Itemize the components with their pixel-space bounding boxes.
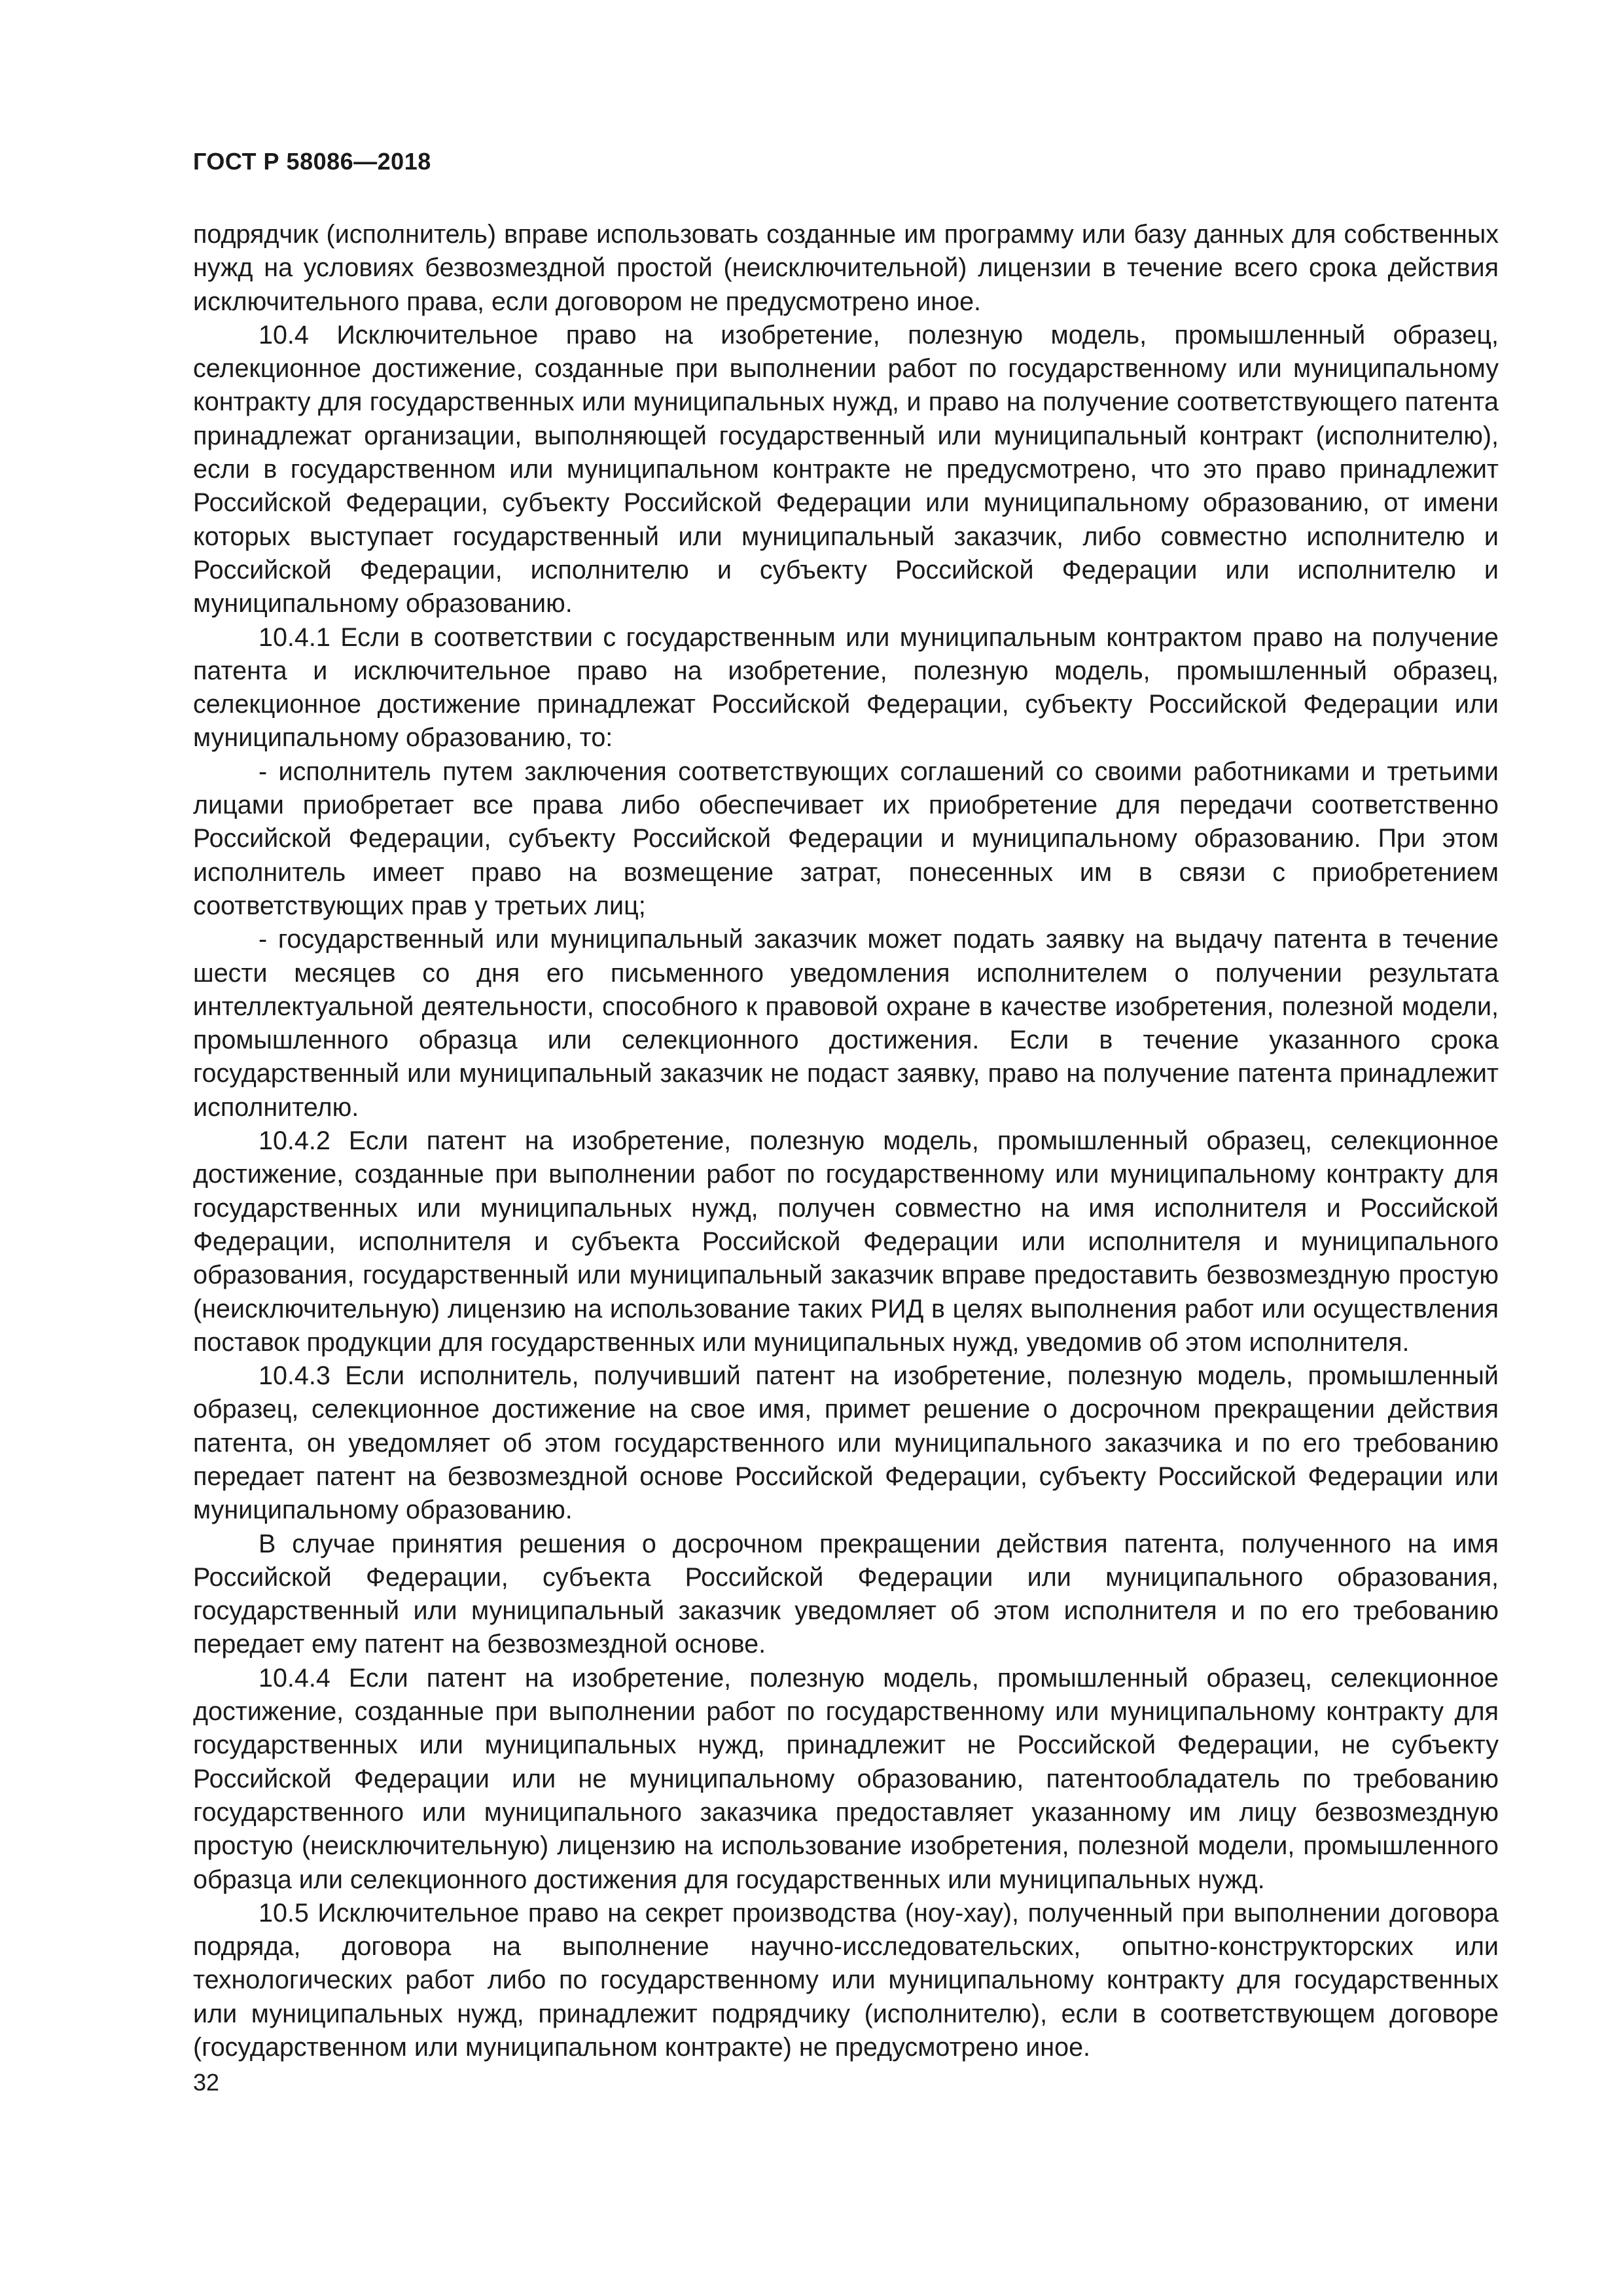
paragraph-10-4-2: 10.4.2 Если патент на изобретение, полезную модель, промышленный образец, селекционное достижение, созданные при выполнении работ по государственному или муниципальному контракту для государственных или муниципальных нужд, получен совместно на имя исполнителя и Российской Федерации, исполнителя и субъекта Российской Федерации или исполнителя и муниципального образования, государственный или муниципальный заказчик вправе предоставить безвозмездную простую (неисключительную) лицензию на использование таких РИД в целях выполнения работ или осуществления поставок продукции для государственных или муниципальных нужд, уведомив об этом исполнителя. [193,1126,1499,1357]
paragraph-10-4: 10.4 Исключительное право на изобретение, полезную модель, промышленный образец, селекционное достижение, созданные при выполнении работ по государственному или муниципальному контракту для государственных или муниципальных нужд, и право на получение соответствующего патента принадлежат организации, выполняющей государственный или муниципальный контракт (исполнителю), если в государственном или муниципальном контракте не предусмотрено, что это право принадлежит Российской Федерации, субъекту Российской Федерации или муниципальному образованию, от имени которых выступает государственный или муниципальный заказчик, либо совместно исполнителю и Российской Федерации, исполнителю и субъекту Российской Федерации или исполнителю и муниципальному образованию. [193,320,1499,619]
paragraph-10-4-1: 10.4.1 Если в соответствии с государственным или муниципальным контрактом право на получение патента и исключительное право на изобретение, полезную модель, промышленный образец, селекционное достижение принадлежат Российской Федерации, субъекту Российской Федерации или муниципальному образованию, то: [193,622,1499,753]
list-item-executor: - исполнитель путем заключения соответствующих соглашений со своими работниками и третьими лицами приобретает все права либо обеспечивает их приобретение для передачи соответственно Российской Федерации, субъекту Российской Федерации и муниципальному образованию. При этом исполнитель имеет право на возмещение затрат, понесенных им в связи с приобретением соответствующих прав у третьих лиц; [193,757,1499,920]
page-number: 32 [193,2069,220,2096]
paragraph-10-4-3: 10.4.3 Если исполнитель, получивший патент на изобретение, полезную модель, промышленный образец, селекционное достижение на свое имя, примет решение о досрочном прекращении действия патента, он уведомляет об этом государственного или муниципального заказчика и по его требованию передает патент на безвозмездной основе Российской Федерации, субъекту Российской Федерации или муниципальному образованию. [193,1361,1499,1525]
document-page [193,147,1499,2176]
paragraph-continuation: подрядчик (исполнитель) вправе использовать созданные им программу или базу данных для собственных нужд на условиях безвозмездной простой (неисключительной) лицензии в течение всего срока действия исключительного права, если договором не предусмотрено иное. [193,220,1499,316]
paragraph-10-4-3-cont: В случае принятия решения о досрочном прекращении действия патента, полученного на имя Российской Федерации, субъекта Российской Федерации или муниципального образования, государственный или муниципальный заказчик уведомляет об этом исполнителя и по его требованию передает ему патент на безвозмездной основе. [193,1529,1499,1659]
standard-header: ГОСТ Р 58086—2018 [193,148,431,175]
document-body [193,218,1499,2064]
list-item-customer: - государственный или муниципальный заказчик может подать заявку на выдачу патента в течение шести месяцев со дня его письменного уведомления исполнителем о получении результата интеллектуальной деятельности, способного к правовой охране в качестве изобретения, полезной модели, промышленного образца или селекционного достижения. Если в течение указанного срока государственный или муниципальный заказчик не подаст заявку, право на получение патента принадлежит исполнителю. [193,925,1499,1122]
paragraph-10-5: 10.5 Исключительное право на секрет производства (ноу-хау), полученный при выполнении договора подряда, договора на выполнение научно-исследовательских, опытно-конструкторских или технологических работ либо по государственному или муниципальному контракту для государственных или муниципальных нужд, принадлежит подрядчику (исполнителю), если в соответствующем договоре (государственном или муниципальном контракте) не предусмотрено иное. [193,1898,1499,2062]
paragraph-10-4-4: 10.4.4 Если патент на изобретение, полезную модель, промышленный образец, селекционное достижение, созданные при выполнении работ по государственному или муниципальному контракту для государственных или муниципальных нужд, принадлежит не Российской Федерации, не субъекту Российской Федерации или не муниципальному образованию, патентообладатель по требованию государственного или муниципального заказчика предоставляет указанному им лицу безвозмездную простую (неисключительную) лицензию на использование изобретения, полезной модели, промышленного образца или селекционного достижения для государственных или муниципальных нужд. [193,1663,1499,1894]
